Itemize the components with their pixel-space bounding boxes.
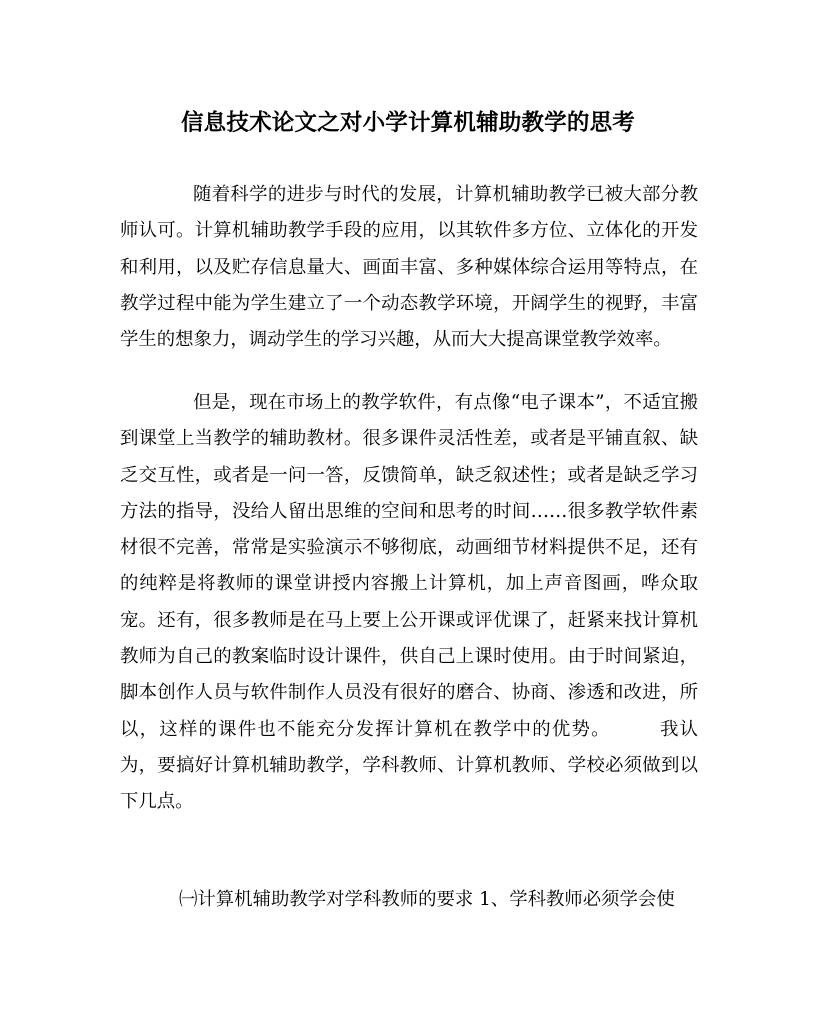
paragraph-problems xyxy=(120,385,698,821)
paragraph-problems-text: 但是，现在市场上的教学软件，有点像“电子课本”，不适宜搬到课堂上当教学的辅助教材。很多课件灵活性差，或者是平铺直叙、缺乏交互性，或者是一问一答，反馈简单，缺乏叙述性；或者是缺乏学习方法的指导，没给人留出思维的空间和思考的时间……很多教学软件素材很不完善，常常是实验演示不够彻底，动画细节材料提供不足，还有的纯粹是将教师的课堂讲授内容搬上计算机，加上声音图画，哗众取宠。还有，很多教师是在马上要上公开课或评优课了，赶紧来找计算机教师为自己的教案临时设计课件，供自己上课时使用。由于时间紧迫，脚本创作人员与软件制作人员没有很好的磨合、协商、渗透和改进，所以，这样的课件也不能充分发挥计算机在教学中的优势。 xyxy=(120,392,698,740)
paragraph-problems-conclusion: 我认为，要搞好计算机辅助教学，学科教师、计算机教师、学校必须做到以下几点。 xyxy=(120,718,698,813)
document-title: 信息技术论文之对小学计算机辅助教学的思考 xyxy=(180,110,635,136)
section-heading-text: ㈠计算机辅助教学对学科教师的要求 1、学科教师必须学会使 xyxy=(179,889,675,910)
section-heading-teacher-requirements xyxy=(120,882,698,918)
paragraph-intro xyxy=(120,177,698,358)
paragraph-intro-text: 随着科学的进步与时代的发展，计算机辅助教学已被大部分教师认可。计算机辅助教学手段的应用，以其软件多方位、立体化的开发和利用，以及贮存信息量大、画面丰富、多种媒体综合运用等特点，在教学过程中能为学生建立了一个动态教学环境，开阔学生的视野，丰富学生的想象力，调动学生的学习兴趣，从而大大提高课堂教学效率。 xyxy=(120,184,698,351)
